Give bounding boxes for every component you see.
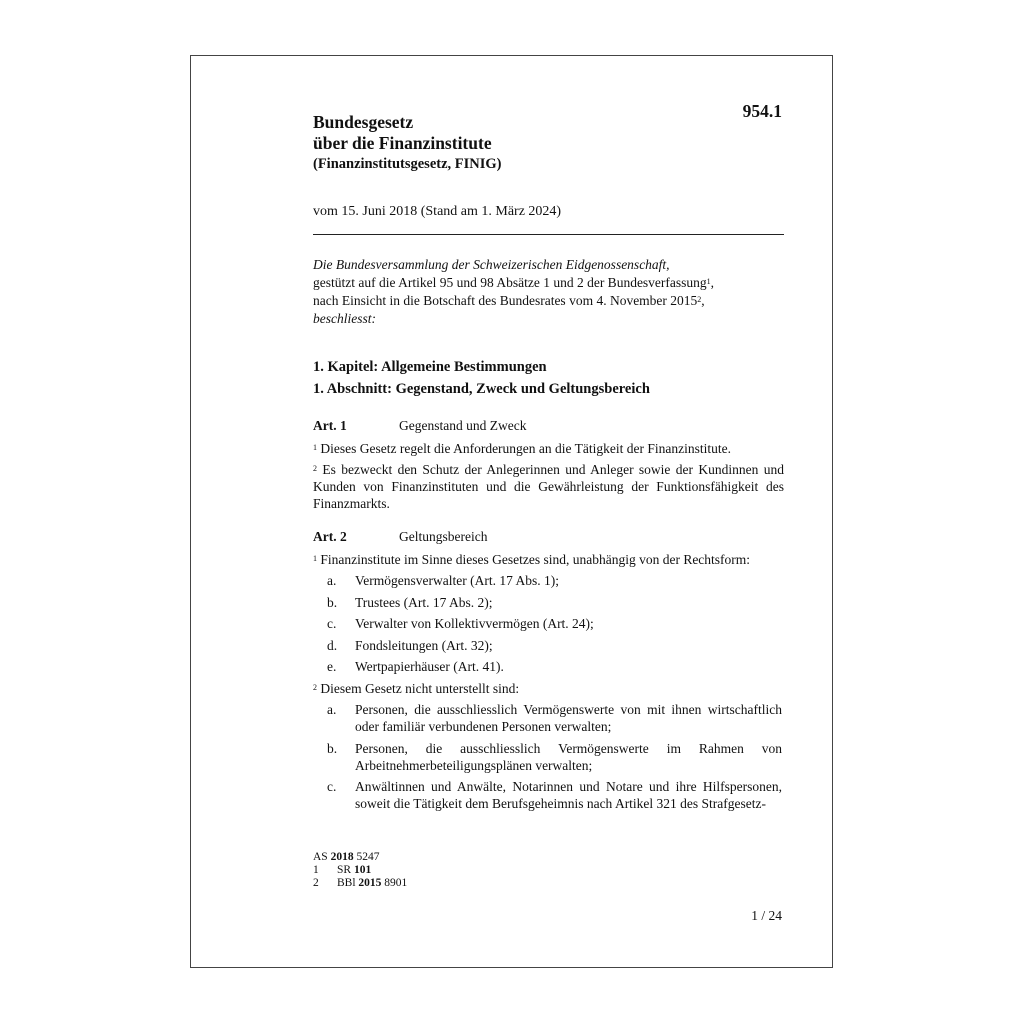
footnote-as: AS 2018 5247 [313, 851, 380, 863]
article-title: Geltungsbereich [399, 529, 488, 544]
preamble [313, 256, 784, 328]
footnote-2: 2 BBl 2015 8901 [313, 877, 408, 889]
article-2-heading [313, 529, 784, 545]
chapter-heading: 1. Kapitel: Allgemeine Bestimmungen [313, 359, 547, 375]
preamble-line-4: beschliesst: [313, 311, 376, 326]
article-title: Gegenstand und Zweck [399, 418, 527, 433]
title-line-1: Bundesgesetz [313, 112, 414, 132]
document-page: Bundesgesetz über die Finanzinstitute (Finanzinstitutsgesetz, FINIG) 954.1 vom 15. Juni 2018 (Stand am 1. März 2024) Die Bundesversammlung der Schweizerischen Eidgenossenschaft, gestützt auf die Artikel 95 und 98 Absätze 1 und 2 der Bundesverfassung$^1$, nach Einsicht in die Botschaft des Bundesrates vom 4. November 2015$^2$, beschliesst: 1. Kapitel: Allgemeine Bestimmungen 1. Abschnitt: Gegenstand, Zweck und Geltungsbereich Art. 1 Gegenstand und Zweck $^1$ Dieses Gesetz regelt die Anforderungen an die Tätigkeit der Finanzinstitute. $^2$ Es bezweckt den Schutz der Anlegerinnen und Anleger sowie der Kundinnen und Kunden von Finanzinstituten und die Gewährleistung der Funktionsfähigkeit des Finanzmarkts. Art. 2 Geltungsbereich $^1$ Finanzinstitute im Sinne dieses Gesetzes sind, unabhängig von der Rechtsform: a. Vermögensverwalter (Art. 17 Abs. 1); b. Trustees (Art. 17 Abs. 2); c. Verwalter von Kollektivvermögen (Art. 24); d. Fondsleitungen (Art. 32); e. Wertpapierhäuser (Art. 41). $^2$ Diesem Gesetz nicht unterstellt sind: a. Personen, die ausschliesslich Vermögenswerte von mit ihnen wirtschaftlich oder familiär verbundenen Personen verwalten; b. Personen, die ausschliesslich Vermögenswerte im Rahmen von Arbeitnehmerbeteiligungsplänen verwalten; c. Anwältinnen und Anwälte, Notarinnen und Notare und ihre Hilfspersonen, soweit die Tätigkeit dem Berufsgeheimnis nach Artikel 321 des Strafgesetz- AS 2018 5247 1 SR 101 2 BBl 2015 8901 1 / 24 [190, 55, 833, 968]
sr-number: 954.1 [742, 101, 782, 121]
article-1-paragraph-2: $^2$ Es bezweckt den Schutz der Anlegerinnen und Anleger sowie der Kundinnen und Kunden von Finanzinstituten und die Gewährleistung der Funktionsfähigkeit des Finanzmarkts. [313, 462, 784, 511]
document-title [313, 112, 492, 154]
article-1-heading [313, 418, 784, 434]
article-number: Art. 2 [313, 529, 347, 544]
article-1-paragraph-1: $^1$ Dieses Gesetz regelt die Anforderungen an die Tätigkeit der Finanzinstitute. [313, 441, 731, 456]
document-date: vom 15. Juni 2018 (Stand am 1. März 2024) [313, 204, 562, 219]
title-line-2: über die Finanzinstitute [313, 133, 492, 153]
document-short-title: (Finanzinstitutsgesetz, FINIG) [313, 156, 502, 172]
header-divider [313, 234, 784, 235]
preamble-line-3: nach Einsicht in die Botschaft des Bundesrates vom 4. November 2015$^2$, [313, 293, 705, 308]
footnote-ref-1[interactable]: 1 [706, 277, 711, 286]
footnote-1: 1 SR 101 [313, 864, 372, 876]
section-heading: 1. Abschnitt: Gegenstand, Zweck und Geltungsbereich [313, 381, 650, 397]
preamble-line-1: Die Bundesversammlung der Schweizerischen Eidgenossenschaft, [313, 257, 670, 272]
article-number: Art. 1 [313, 418, 347, 433]
article-2-paragraph-2: $^2$ Diesem Gesetz nicht unterstellt sind: [313, 681, 520, 696]
article-2-paragraph-1: $^1$ Finanzinstitute im Sinne dieses Gesetzes sind, unabhängig von der Rechtsform: [313, 552, 751, 567]
footnote-ref-2[interactable]: 2 [697, 295, 702, 304]
preamble-line-2: gestützt auf die Artikel 95 und 98 Absätze 1 und 2 der Bundesverfassung$^1$, [313, 275, 715, 290]
page-number: 1 / 24 [751, 908, 782, 923]
